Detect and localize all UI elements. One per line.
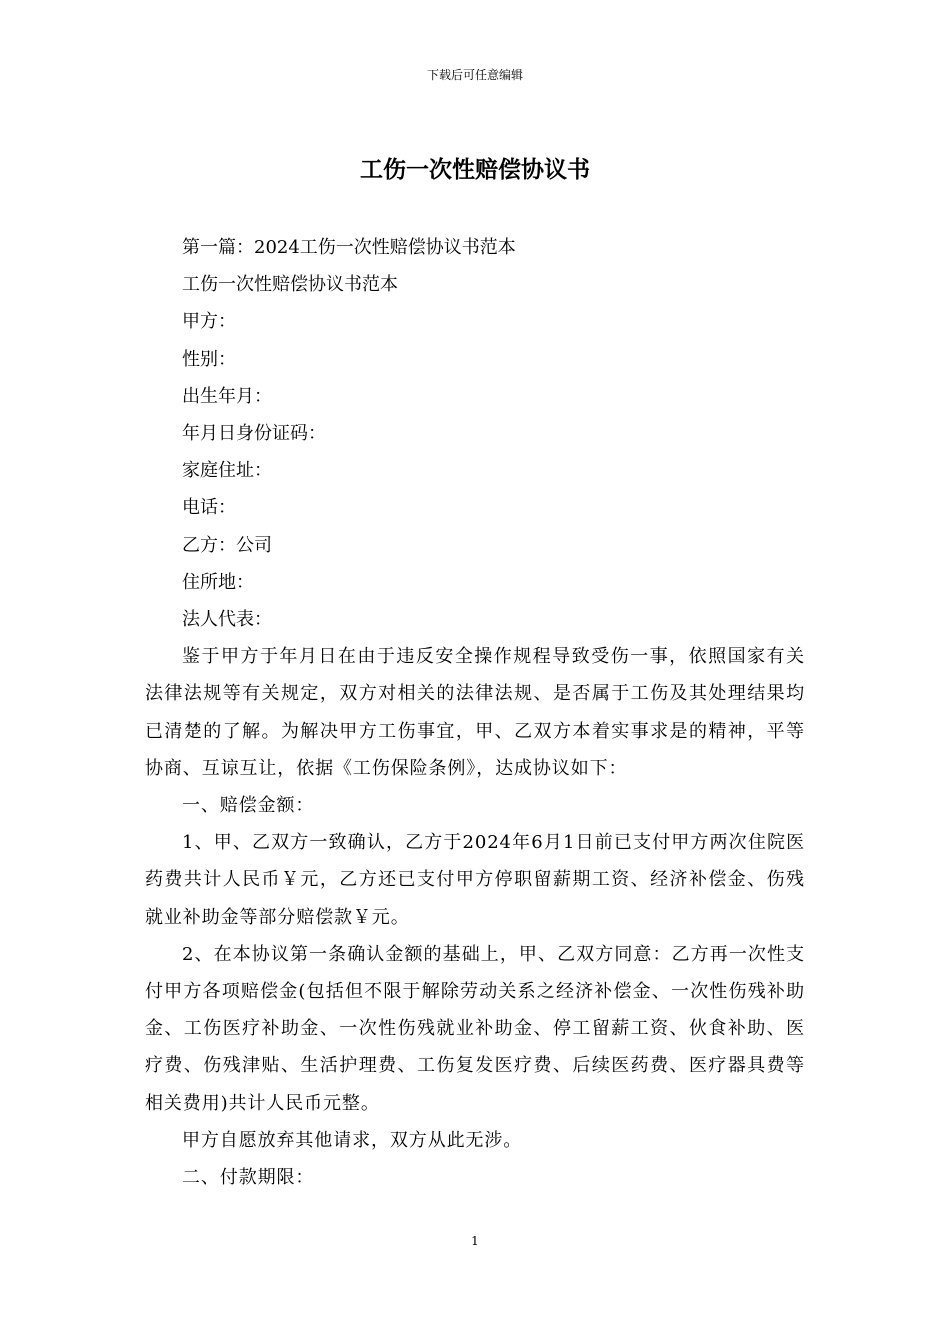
gender-field: 性别： xyxy=(182,348,236,370)
phone-field: 电话： xyxy=(182,497,236,519)
home-address-field: 家庭住址： xyxy=(182,460,272,482)
document-title: 工伤一次性赔偿协议书 xyxy=(360,156,590,183)
document-body xyxy=(145,229,805,1196)
party-b-field: 乙方：公司 xyxy=(182,534,272,556)
legal-representative-field: 法人代表： xyxy=(182,609,272,631)
id-number-field: 年月日身份证码： xyxy=(182,423,326,445)
section-heading-payment-term: 二、付款期限： xyxy=(182,1167,315,1189)
clause-2-paragraph: 2、在本协议第一条确认金额的基础上，甲、乙双方同意：乙方再一次性支付甲方各项赔偿金(包括但不限于解除劳动关系之经济补偿金、一次性伤残补助金、工伤医疗补助金、一次性伤残就业补助金、停工留薪工资、伙食补助、医疗费、伤残津贴、生活护理费、工伤复发医疗费、后续医药费、医疗器具费等相关费用)共计人民币元整。 xyxy=(145,943,805,1114)
waiver-paragraph: 甲方自愿放弃其他请求，双方从此无涉。 xyxy=(182,1129,523,1151)
page-header-note: 下载后可任意编辑 xyxy=(426,68,523,82)
party-a-field: 甲方： xyxy=(182,311,236,333)
section-heading-compensation: 一、赔偿金额： xyxy=(182,795,315,817)
preamble-paragraph: 鉴于甲方于年月日在由于违反安全操作规程导致受伤一事，依照国家有关法律法规等有关规定，双方对相关的法律法规、是否属于工伤及其处理结果均已清楚的了解。为解决甲方工伤事宜，甲、乙双方本着实事求是的精神，平等协商、互谅互让，依据《工伤保险条例》，达成协议如下： xyxy=(145,646,805,779)
domicile-field: 住所地： xyxy=(182,571,254,593)
agreement-subtitle: 工伤一次性赔偿协议书范本 xyxy=(182,274,398,296)
birth-date-field: 出生年月： xyxy=(182,385,272,407)
chapter-heading: 第一篇：2024工伤一次性赔偿协议书范本 xyxy=(182,237,516,258)
clause-1-paragraph: 1、甲、乙双方一致确认，乙方于2024年6月1日前已支付甲方两次住院医药费共计人民币￥元，乙方还已支付甲方停职留薪期工资、经济补偿金、伤残就业补助金等部分赔偿款￥元。 xyxy=(145,832,805,928)
page-number: 1 xyxy=(471,1234,479,1248)
